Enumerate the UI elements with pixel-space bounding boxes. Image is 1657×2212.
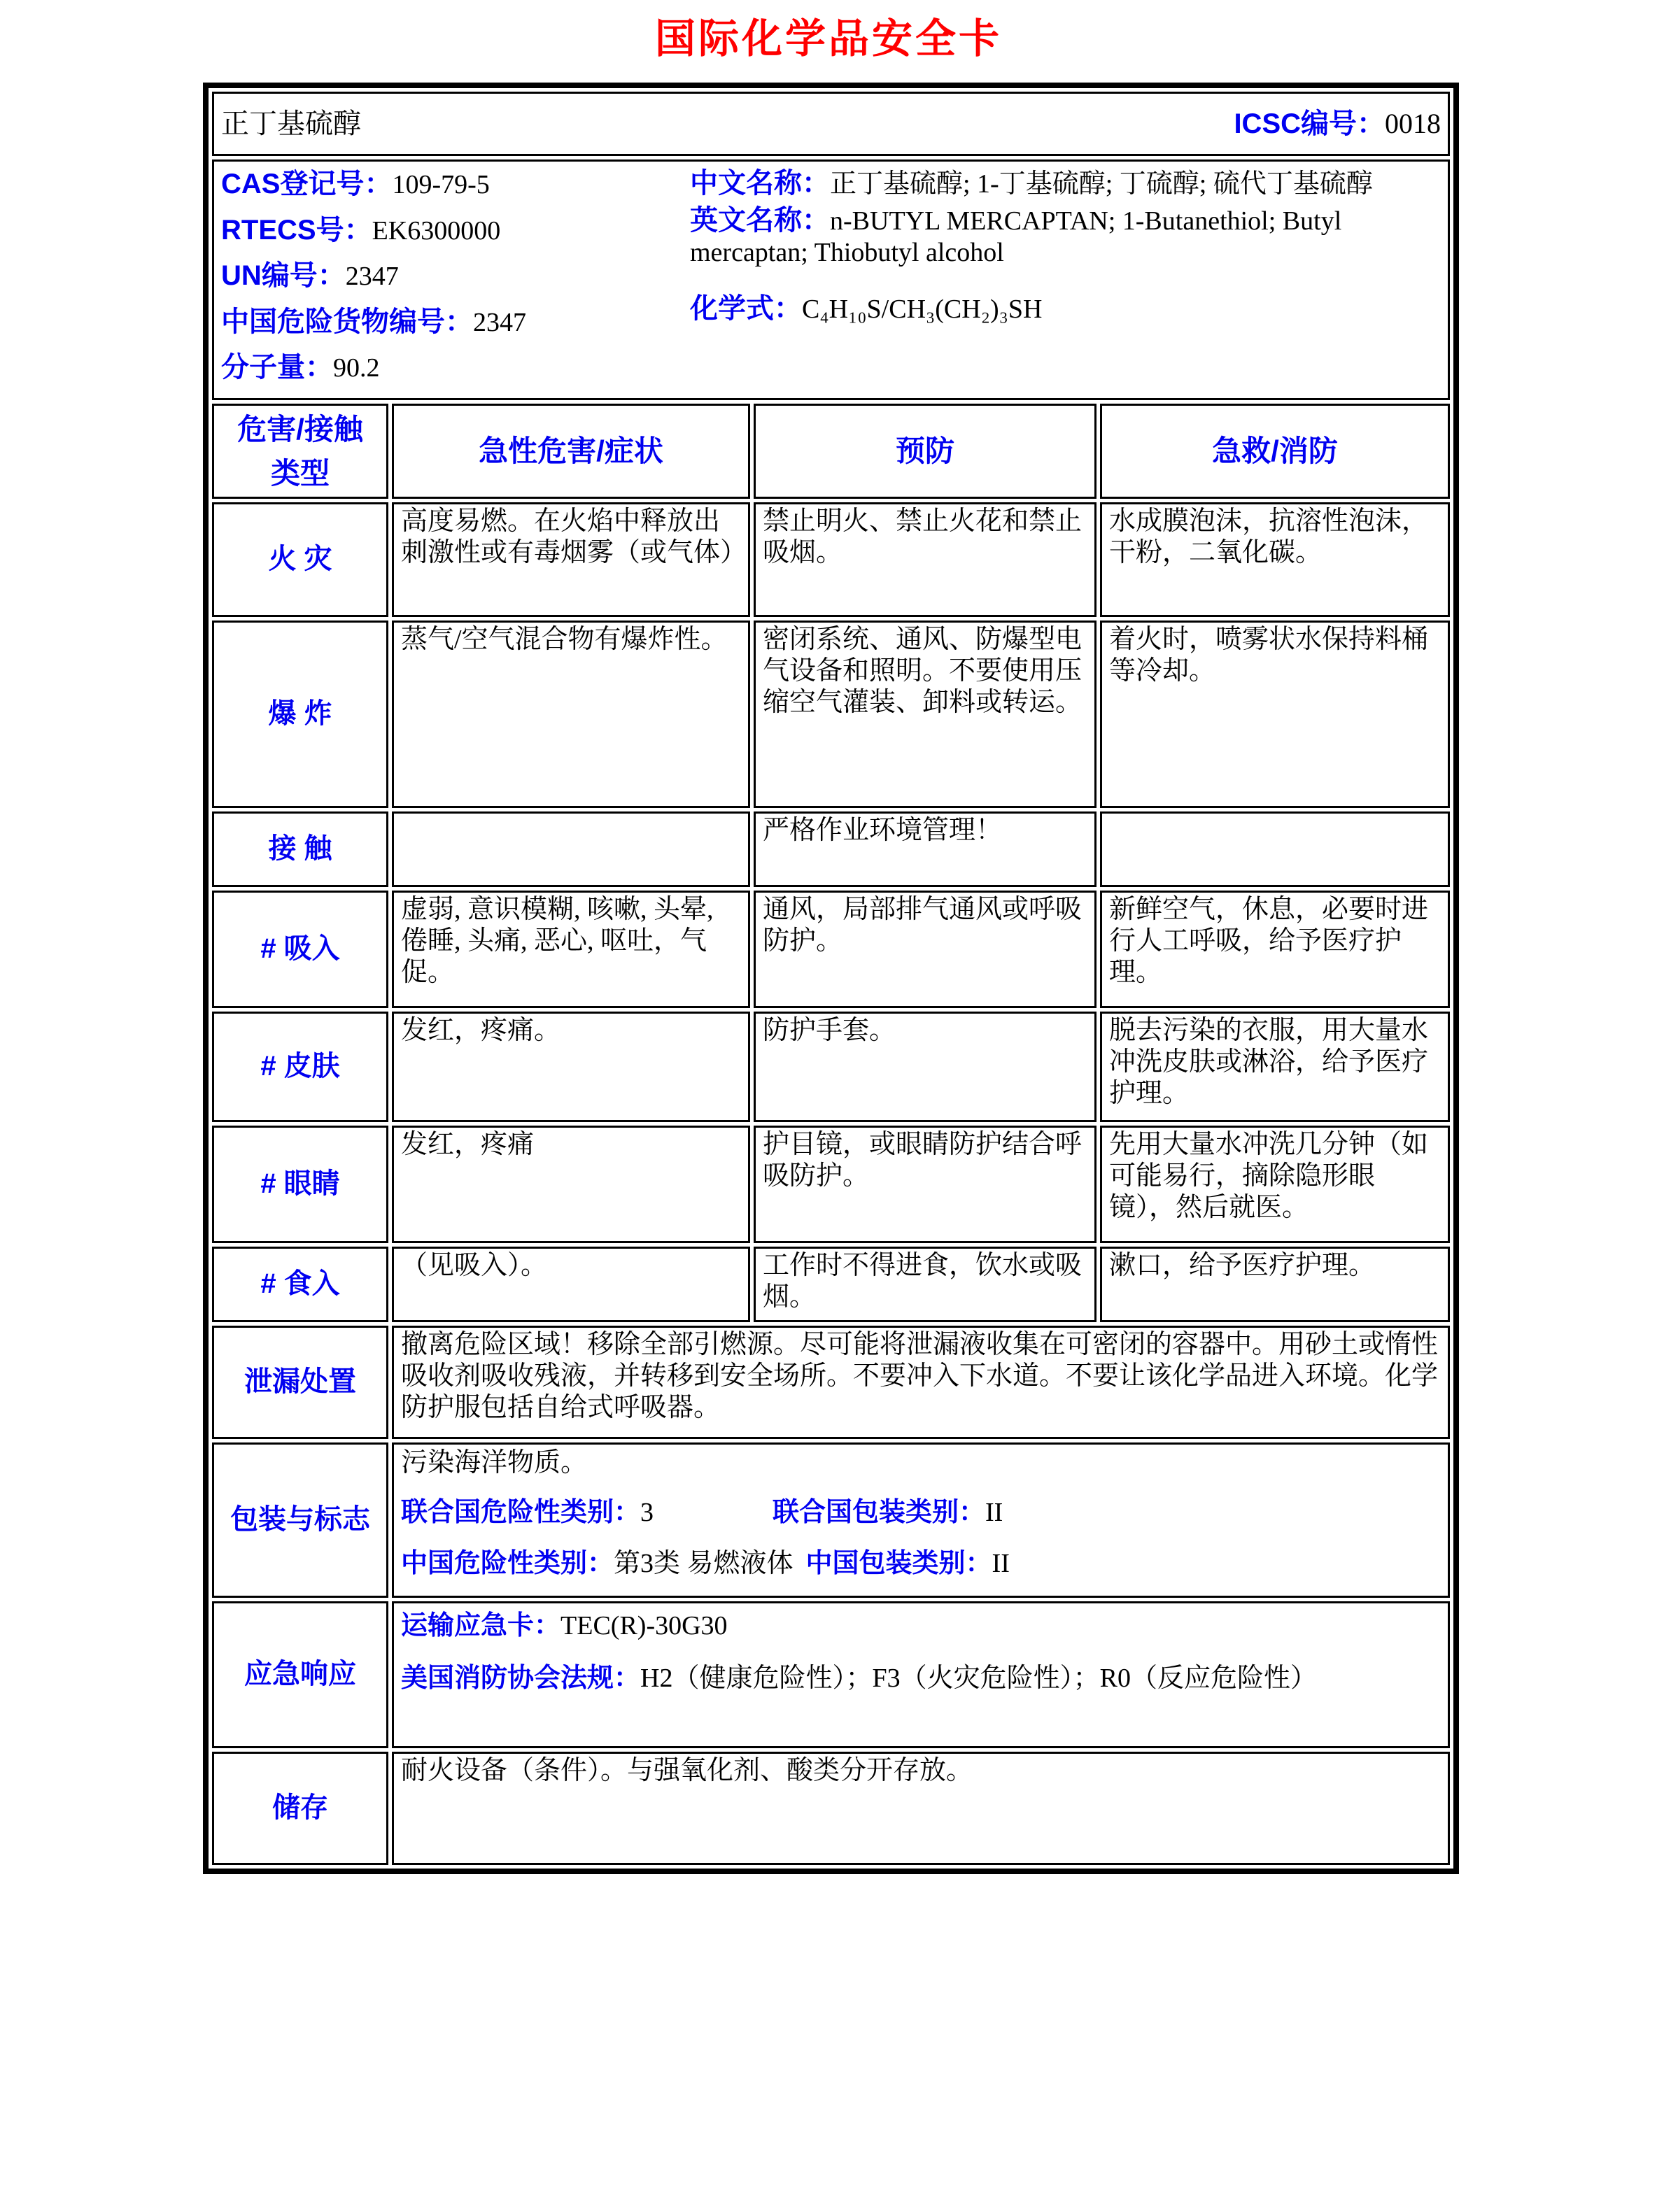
transport-emergency-card: 运输应急卡：TEC(R)-30G30 bbox=[401, 1610, 728, 1640]
identification-row bbox=[212, 159, 1450, 400]
chinese-names: 中文名称：正丁基硫醇; 1-丁基硫醇; 丁硫醇; 硫代丁基硫醇 bbox=[690, 168, 1373, 199]
fire-prevention: 禁止明火、禁止火花和禁止吸烟。 bbox=[754, 502, 1097, 617]
table-row bbox=[212, 1601, 1450, 1748]
contact-firstaid bbox=[1100, 811, 1450, 887]
row-label-contact: 接 触 bbox=[212, 811, 388, 887]
china-dangerous-goods-number: 中国危险货物编号：2347 bbox=[221, 306, 526, 337]
un-classification: 联合国危险性类别：3 联合国包装类别：II bbox=[401, 1497, 1003, 1527]
page-title: 国际化学品安全卡 bbox=[654, 15, 1002, 62]
table-row bbox=[212, 502, 1450, 617]
inhalation-symptoms: 虚弱, 意识模糊, 咳嗽, 头晕, 倦睡, 头痛, 恶心, 呕吐，气促。 bbox=[392, 891, 750, 1008]
inhalation-firstaid: 新鲜空气，休息，必要时进行人工呼吸，给予医疗护理。 bbox=[1100, 891, 1450, 1008]
eyes-prevention: 护目镜，或眼睛防护结合呼吸防护。 bbox=[754, 1126, 1097, 1243]
english-names: 英文名称：n-BUTYL MERCAPTAN; 1-Butanethiol; Butyl mercaptan; Thiobutyl alcohol bbox=[690, 205, 1342, 268]
cas-number: CAS登记号：109-79-5 bbox=[221, 169, 490, 199]
row-label-fire: 火 灾 bbox=[212, 502, 388, 617]
eyes-firstaid: 先用大量水冲洗几分钟（如可能易行，摘除隐形眼镜），然后就医。 bbox=[1100, 1126, 1450, 1243]
rtecs-number: RTECS号：EK6300000 bbox=[221, 214, 501, 246]
table-row bbox=[212, 891, 1450, 1008]
table-row bbox=[212, 811, 1450, 887]
column-header-hazard-type: 危害/接触 类型 bbox=[212, 404, 388, 499]
identifier-list bbox=[221, 163, 675, 397]
fire-symptoms: 高度易燃。在火焰中释放出刺激性或有毒烟雾（或气体） bbox=[392, 502, 750, 617]
table-row bbox=[212, 1326, 1450, 1439]
row-label-storage: 储存 bbox=[212, 1752, 388, 1865]
explosion-firstaid: 着火时，喷雾状水保持料桶等冷却。 bbox=[1100, 621, 1450, 808]
nfpa-code: 美国消防协会法规：H2（健康危险性）；F3（火灾危险性）；R0（反应危险性） bbox=[401, 1663, 1317, 1693]
table-row bbox=[212, 621, 1450, 808]
icsc-label: ICSC编号： bbox=[1234, 108, 1385, 139]
table-row bbox=[212, 1247, 1450, 1322]
skin-prevention: 防护手套。 bbox=[754, 1012, 1097, 1122]
row-label-packaging: 包装与标志 bbox=[212, 1442, 388, 1598]
row-label-ingestion: # 食入 bbox=[212, 1247, 388, 1322]
ingestion-firstaid: 漱口，给予医疗护理。 bbox=[1100, 1247, 1450, 1322]
inhalation-prevention: 通风，局部排气通风或呼吸防护。 bbox=[754, 891, 1097, 1008]
packaging-content bbox=[392, 1442, 1450, 1598]
storage-text: 耐火设备（条件）。与强氧化剂、酸类分开存放。 bbox=[392, 1752, 1450, 1865]
molecular-weight: 分子量：90.2 bbox=[221, 352, 380, 383]
row-label-eyes: # 眼睛 bbox=[212, 1126, 388, 1243]
contact-prevention: 严格作业环境管理！ bbox=[754, 811, 1097, 887]
spillage-text: 撤离危险区域！移除全部引燃源。尽可能将泄漏液收集在可密闭的容器中。用砂土或惰性吸收剂吸收残液，并转移到安全场所。不要冲入下水道。不要让该化学品进入环境。化学防护服包括自给式呼吸器。 bbox=[392, 1326, 1450, 1439]
substance-name: 正丁基硫醇 bbox=[221, 108, 361, 140]
explosion-prevention: 密闭系统、通风、防爆型电气设备和照明。不要使用压缩空气灌装、卸料或转运。 bbox=[754, 621, 1097, 808]
column-header-firstaid: 急救/消防 bbox=[1100, 404, 1450, 499]
column-header-prevention: 预防 bbox=[754, 404, 1097, 499]
chemical-formula: 化学式：C₄H₁₀S/CH₃(CH₂)₃SH bbox=[690, 293, 1043, 325]
un-number: UN编号：2347 bbox=[221, 260, 399, 292]
row-label-inhalation: # 吸入 bbox=[212, 891, 388, 1008]
name-list bbox=[675, 163, 1441, 397]
table-row bbox=[212, 1442, 1450, 1598]
fire-firstaid: 水成膜泡沫，抗溶性泡沫，干粉，二氧化碳。 bbox=[1100, 502, 1450, 617]
table-row bbox=[212, 1012, 1450, 1122]
safety-card-table bbox=[203, 83, 1459, 1874]
explosion-symptoms: 蒸气/空气混合物有爆炸性。 bbox=[392, 621, 750, 808]
icsc-number: ICSC编号：0018 bbox=[1234, 107, 1441, 139]
row-label-skin: # 皮肤 bbox=[212, 1012, 388, 1122]
contact-symptoms bbox=[392, 811, 750, 887]
china-classification: 中国危险性类别：第3类 易燃液体 中国包装类别：II bbox=[401, 1548, 1010, 1578]
row-label-spillage: 泄漏处置 bbox=[212, 1326, 388, 1439]
card-header-row bbox=[212, 92, 1450, 156]
row-label-emergency: 应急响应 bbox=[212, 1601, 388, 1748]
ingestion-symptoms: （见吸入）。 bbox=[392, 1247, 750, 1322]
marine-pollutant-note: 污染海洋物质。 bbox=[401, 1447, 588, 1477]
table-row bbox=[212, 1752, 1450, 1865]
skin-firstaid: 脱去污染的衣服，用大量水冲洗皮肤或淋浴，给予医疗护理。 bbox=[1100, 1012, 1450, 1122]
emergency-content bbox=[392, 1601, 1450, 1748]
column-header-symptoms: 急性危害/症状 bbox=[392, 404, 750, 499]
eyes-symptoms: 发红，疼痛 bbox=[392, 1126, 750, 1243]
ingestion-prevention: 工作时不得进食，饮水或吸烟。 bbox=[754, 1247, 1097, 1322]
row-label-explosion: 爆 炸 bbox=[212, 621, 388, 808]
skin-symptoms: 发红，疼痛。 bbox=[392, 1012, 750, 1122]
table-row bbox=[212, 1126, 1450, 1243]
